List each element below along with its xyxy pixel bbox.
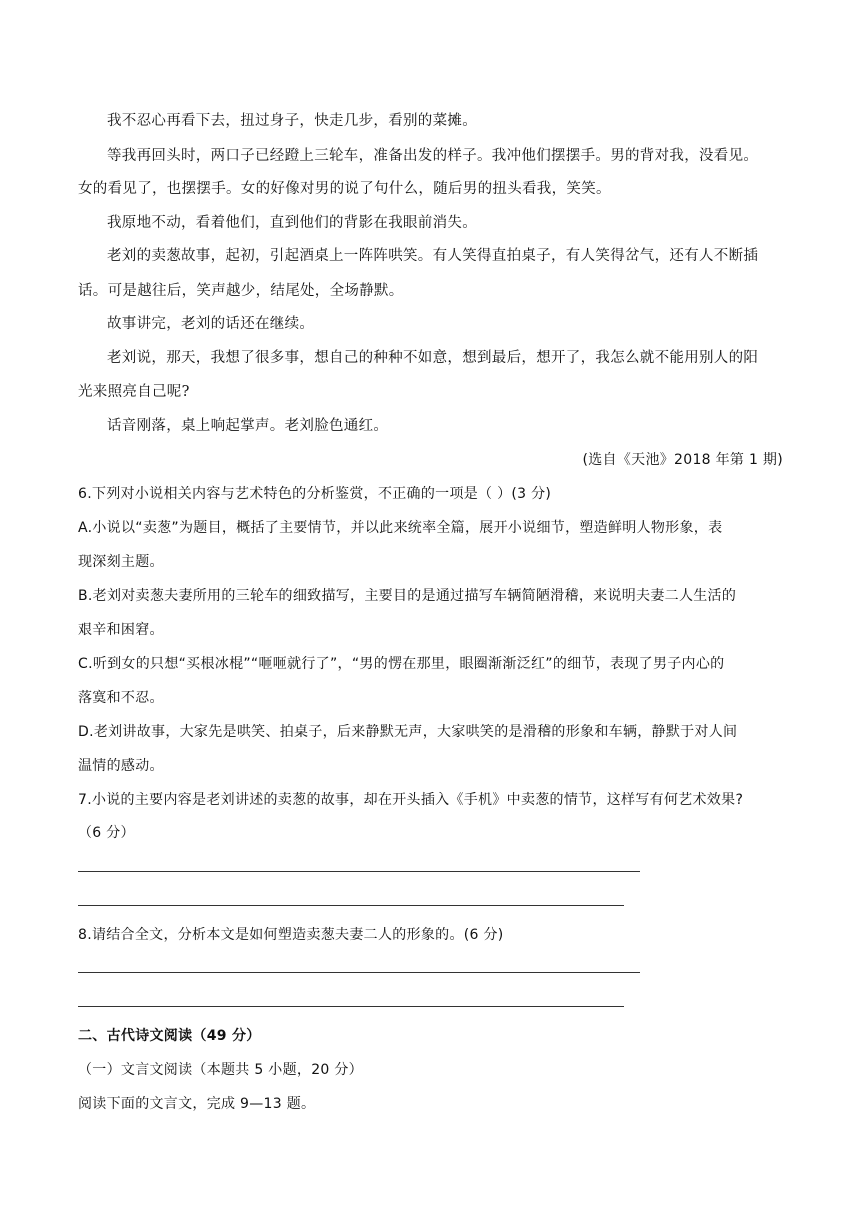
question-6-stem: 6.下列对小说相关内容与艺术特色的分析鉴赏，不正确的一项是（ ）(3 分) [78, 486, 552, 502]
story-paragraph-7: 话音刚落，桌上响起掌声。老刘脸色通红。 [107, 418, 389, 434]
section-2-heading: 二、古代诗文阅读（49 分） [78, 1028, 261, 1044]
story-paragraph-6-line-1: 老刘说，那天，我想了很多事，想自己的种种不如意，想到最后，想开了，我怎么就不能用别人的阳 [107, 350, 759, 366]
story-paragraph-4-line-1: 老刘的卖葱故事，起初，引起酒桌上一阵阵哄笑。有人笑得直拍桌子，有人笑得岔气，还有人不断插 [107, 248, 759, 264]
question-7-stem-line-2: （6 分） [78, 825, 135, 841]
question-6-option-d-line-2: 温情的感动。 [78, 758, 164, 774]
section-2-subheading: （一）文言文阅读（本题共 5 小题，20 分） [78, 1062, 363, 1078]
question-6-option-b-line-1: B.老刘对卖葱夫妻所用的三轮车的细致描写，主要目的是通过描写车辆简陋滑稽，来说明夫妻二人生活的 [78, 588, 737, 604]
story-paragraph-2-line-1: 等我再回头时，两口子已经蹬上三轮车，准备出发的样子。我冲他们摆摆手。男的背对我，没看见。 [107, 148, 759, 164]
story-paragraph-5: 故事讲完，老刘的话还在继续。 [107, 316, 315, 332]
story-paragraph-3: 我原地不动，看着他们，直到他们的背影在我眼前消失。 [107, 215, 477, 231]
question-8-stem: 8.请结合全文，分析本文是如何塑造卖葱夫妻二人的形象的。(6 分) [78, 927, 504, 943]
question-7-stem-line-1: 7.小说的主要内容是老刘讲述的卖葱的故事，却在开头插入《手机》中卖葱的情节，这样写有何艺术效果? [78, 792, 744, 808]
question-6-option-a-line-1: A.小说以“卖葱”为题目，概括了主要情节，并以此来统率全篇，展开小说细节，塑造鲜明人物形象，表 [78, 520, 723, 536]
question-6-option-a-line-2: 现深刻主题。 [78, 554, 164, 570]
story-paragraph-2-line-2: 女的看见了，也摆摆手。女的好像对男的说了句什么，随后男的扭头看我，笑笑。 [78, 181, 611, 197]
section-2-instruction: 阅读下面的文言文，完成 9—13 题。 [78, 1096, 316, 1112]
question-6-option-c-line-2: 落寞和不忍。 [78, 690, 164, 706]
story-paragraph-1: 我不忍心再看下去，扭过身子，快走几步，看别的菜摊。 [107, 113, 477, 129]
question-8-answer-line-1 [78, 972, 640, 973]
question-6-option-d-line-1: D.老刘讲故事，大家先是哄笑、拍桌子，后来静默无声，大家哄笑的是滑稽的形象和车辆，静默于对人间 [78, 724, 738, 740]
question-7-answer-line-2 [78, 905, 624, 906]
story-source: (选自《天池》2018 年第 1 期) [582, 452, 783, 468]
story-paragraph-6-line-2: 光来照亮自己呢? [78, 384, 190, 400]
question-6-option-c-line-1: C.听到女的只想“买根冰棍”“咂咂就行了”，“男的愣在那里，眼圈渐渐泛红”的细节，表现了男子内心的 [78, 656, 725, 672]
question-8-answer-line-2 [78, 1006, 624, 1007]
story-paragraph-4-line-2: 话。可是越往后，笑声越少，结尾处，全场静默。 [78, 283, 404, 299]
question-7-answer-line-1 [78, 871, 640, 872]
question-6-option-b-line-2: 艰辛和困窘。 [78, 622, 164, 638]
